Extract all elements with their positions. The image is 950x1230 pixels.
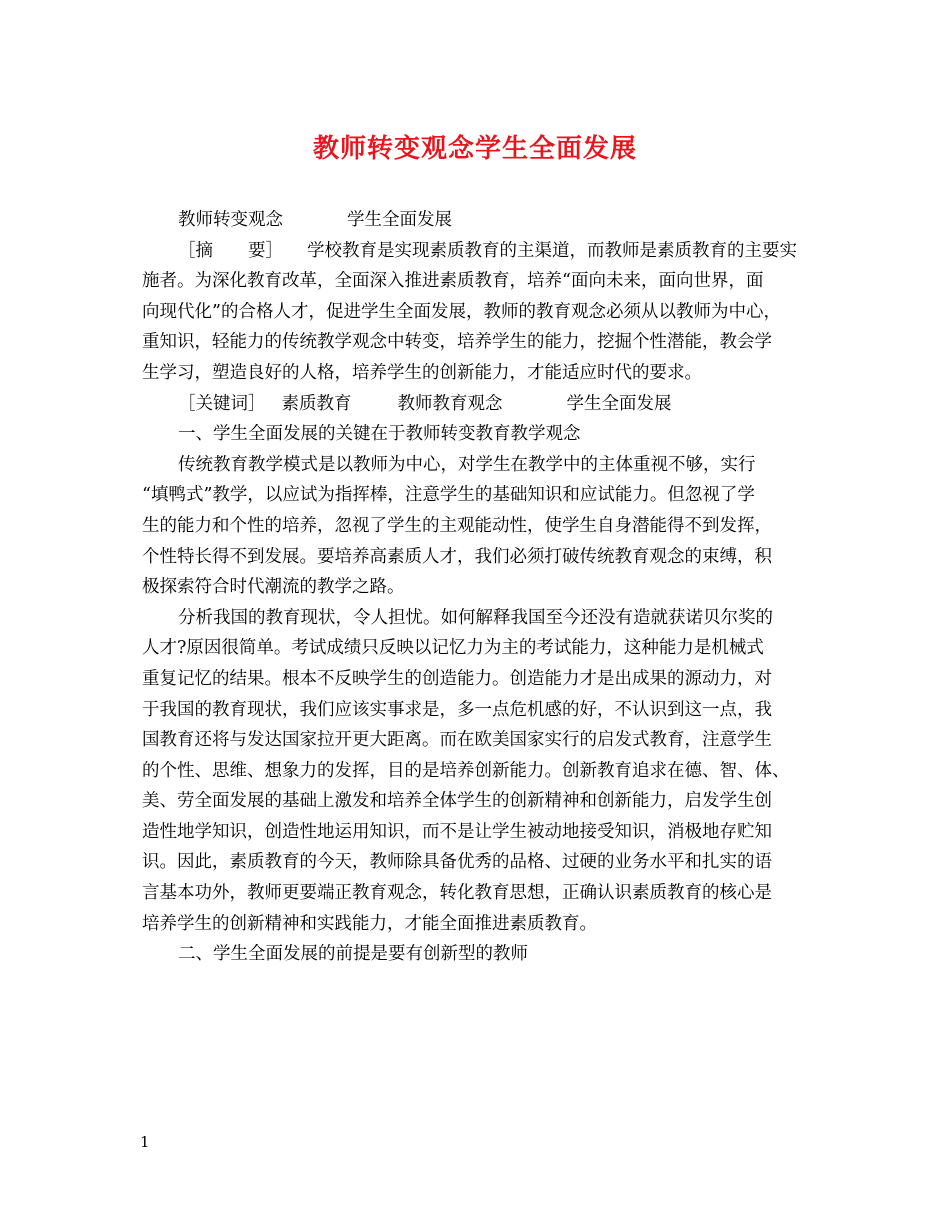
- paragraph-line: 识。因此，素质教育的今天，教师除具备优秀的品格、过硬的业务水平和扎实的语: [142, 852, 772, 873]
- paragraph-line: 生的能力和个性的培养，忽视了学生的主观能动性，使学生自身潜能得不到发挥，: [142, 515, 772, 536]
- paragraph-line: 分析我国的教育现状，令人担忧。如何解释我国至今还没有造就获诺贝尔奖的: [178, 607, 773, 628]
- keyword: 教师教育观念: [397, 393, 503, 414]
- abstract-line: [142, 236, 822, 267]
- page-number: 1: [140, 1133, 150, 1151]
- section-heading: 二、学生全面发展的前提是要有创新型的教师: [178, 944, 528, 965]
- keyword: 素质教育: [281, 393, 352, 414]
- document-title: 教师转变观念学生全面发展: [312, 134, 637, 164]
- paragraph-line: “填鸭式”教学，以应试为指挥棒，注意学生的基础知识和应试能力。但忽视了学: [142, 485, 755, 506]
- section-heading: 一、学生全面发展的关键在于教师转变教育教学观念: [178, 424, 581, 445]
- paragraph-line: 重复记忆的结果。根本不反映学生的创造能力。创造能力才是出成果的源动力，对: [142, 668, 772, 689]
- abstract-tag: ［摘 要］: [178, 240, 283, 261]
- paragraph-line: 于我国的教育现状，我们应该实事求是，多一点危机感的好，不认识到这一点，我: [142, 699, 772, 720]
- keywords-tag: ［关键词］: [178, 393, 266, 414]
- abstract-line: 施者。为深化教育改革，全面深入推进素质教育，培养“面向未来，面向世界，面: [142, 271, 764, 292]
- paragraph-line: 传统教育教学模式是以教师为中心，对学生在教学中的主体重视不够，实行: [178, 454, 756, 475]
- paragraph-line: 人才?原因很简单。考试成绩只反映以记忆力为主的考试能力，这种能力是机械式: [142, 638, 764, 659]
- paragraph-line: 造性地学知识，创造性地运用知识，而不是让学生被动地接受知识，消极地存贮知: [142, 821, 772, 842]
- keyword: 学生全面发展: [566, 393, 672, 414]
- document-body: [142, 205, 822, 970]
- keywords-line: [142, 389, 822, 420]
- subtitle-left: 教师转变观念: [178, 210, 283, 230]
- paragraph-line: 个性特长得不到发展。要培养高素质人才，我们必须打破传统教育观念的束缚，积: [142, 546, 772, 567]
- paragraph-line: 培养学生的创新精神和实践能力，才能全面推进素质教育。: [142, 913, 597, 934]
- paragraph-line: 国教育还将与发达国家拉开更大距离。而在欧美国家实行的启发式教育，注意学生: [142, 730, 772, 751]
- abstract-line: 向现代化”的合格人才，促进学生全面发展，教师的教育观念必须从以教师为中心，: [142, 301, 781, 322]
- paragraph-line: 的个性、思维、想象力的发挥，目的是培养创新能力。创新教育追求在德、智、体、: [142, 760, 790, 781]
- subtitle-right: 学生全面发展: [347, 210, 452, 230]
- paragraph-line: 美、劳全面发展的基础上激发和培养全体学生的创新精神和创新能力，启发学生创: [142, 791, 772, 812]
- paragraph-line: 极探索符合时代潮流的教学之路。: [142, 577, 405, 598]
- abstract-line: 重知识，轻能力的传统教学观念中转变，培养学生的能力，挖掘个性潜能，教会学: [142, 332, 772, 353]
- abstract-line: 生学习，塑造良好的人格，培养学生的创新能力，才能适应时代的要求。: [142, 362, 702, 383]
- paragraph-line: 言基本功外，教师更要端正教育观念，转化教育思想，正确认识素质教育的核心是: [142, 883, 772, 904]
- subtitle-line: [142, 205, 822, 236]
- abstract-text: 学校教育是实现素质教育的主渠道，而教师是素质教育的主要实: [307, 240, 797, 261]
